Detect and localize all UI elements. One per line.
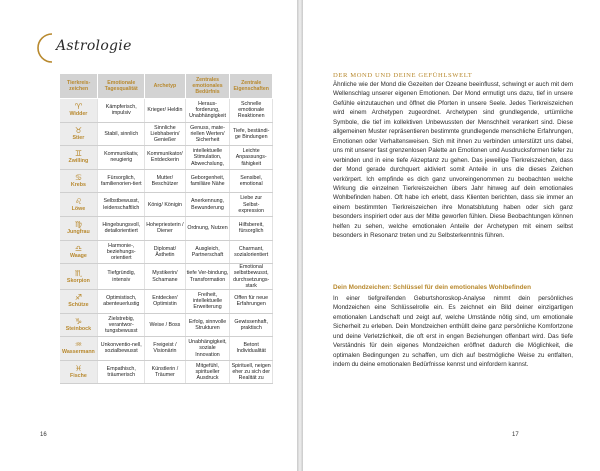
sign-name: Stier — [72, 134, 85, 141]
subheading: Dein Mondzeichen: Schlüssel für dein emotionales Wohlbefinden — [333, 284, 532, 291]
header-sign: Tierkreis-zeichen — [60, 74, 98, 99]
table-row — [60, 122, 273, 146]
zodiac-waage-icon: ♎ — [74, 243, 82, 253]
quality-cell: Kämpferisch, impulsiv — [98, 99, 145, 123]
table-row — [60, 99, 273, 123]
table-row — [60, 313, 273, 337]
sign-name: Zwilling — [68, 158, 89, 165]
archetype-cell: Krieger/ Heldin — [145, 99, 185, 123]
table-row — [60, 146, 273, 170]
sign-cell — [60, 264, 98, 290]
sign-name: Waage — [69, 252, 87, 259]
quality-cell: Stabil, sinnlich — [98, 122, 145, 146]
sign-cell — [60, 99, 98, 123]
header-quality: Emotionale Tagesqualität — [98, 74, 145, 99]
need-cell: Ordnung, Nutzen — [185, 216, 230, 240]
traits-cell: Charmant, sozialorientiert — [230, 240, 273, 264]
table-row — [60, 289, 273, 313]
sign-cell — [60, 337, 98, 361]
need-cell: intellektuelle Stimulation, Abwechslung, — [185, 146, 230, 170]
sign-name: Skorpion — [66, 277, 90, 284]
table-row — [60, 360, 273, 384]
table-row — [60, 216, 273, 240]
quality-cell: Fürsorglich, familienorien-tiert — [98, 169, 145, 193]
page-number-left: 16 — [40, 432, 47, 438]
table-body — [60, 99, 273, 384]
quality-cell: Optimistisch, abenteuerlustig — [98, 289, 145, 313]
header-need: Zentrales emotionales Bedürfnis — [185, 74, 230, 99]
zodiac-steinbock-icon: ♑ — [74, 316, 82, 326]
quality-cell: Kommunikativ, neugierig — [98, 146, 145, 170]
traits-cell: Emotional selbstbewusst, durchsetzungs-stark — [230, 264, 273, 290]
need-cell: tiefe Ver-bindung, Transformation — [185, 264, 230, 290]
zodiac-jungfrau-icon: ♍ — [74, 220, 82, 230]
archetype-cell: Mystikerin/ Schamane — [145, 264, 185, 290]
section-title: Astrologie — [56, 38, 132, 54]
traits-cell: Liebe zur Selbst-expression — [230, 193, 273, 217]
sign-name: Widder — [69, 111, 88, 118]
need-cell: Heraus-forderung, Unabhängigkeit — [185, 99, 230, 123]
sign-cell — [60, 240, 98, 264]
header-archetype: Archetyp — [145, 74, 185, 99]
zodiac-zwilling-icon: ♊ — [74, 149, 82, 159]
sign-cell — [60, 146, 98, 170]
sign-cell — [60, 289, 98, 313]
archetype-cell: Entdecker/ Optimistin — [145, 289, 185, 313]
header-traits: Zentrale Eigenschaften — [230, 74, 273, 99]
astrologie-logo — [36, 32, 132, 62]
zodiac-skorpion-icon: ♏ — [74, 268, 82, 278]
archetype-cell: Freigeist / Visionärin — [145, 337, 185, 361]
chapter-heading: DER MOND UND DEINE GEFÜHLSWELT — [333, 72, 473, 79]
sign-name: Fische — [70, 373, 87, 380]
sign-name: Jungfrau — [67, 229, 90, 236]
zodiac-table — [59, 73, 273, 384]
table-row — [60, 337, 273, 361]
sign-name: Löwe — [71, 205, 86, 212]
sign-cell — [60, 122, 98, 146]
sign-name: Wassermann — [62, 349, 95, 356]
need-cell: Erfolg, sinnvolle Strukturen — [185, 313, 230, 337]
archetype-cell: König/ Königin — [145, 193, 185, 217]
traits-cell: Sensibel, emotional — [230, 169, 273, 193]
quality-cell: Hingebungsvoll, detailorientiert — [98, 216, 145, 240]
traits-cell: Spirituell, neigen eher zu sich der Realität zu — [230, 360, 273, 384]
table-row — [60, 264, 273, 290]
archetype-cell: Weise / Boss — [145, 313, 185, 337]
sign-name: Krebs — [70, 182, 86, 189]
zodiac-wassermann-icon: ♒ — [74, 340, 82, 350]
archetype-cell: Hohepriesterin / Diener — [145, 216, 185, 240]
table-header-row — [60, 74, 273, 99]
quality-cell: Zielstrebig, verantwor-tungsbewusst — [98, 313, 145, 337]
page-number-right: 17 — [512, 432, 519, 438]
sign-cell — [60, 193, 98, 217]
archetype-cell: Sinnliche Liebhaberin/ Genießer — [145, 122, 185, 146]
need-cell: Unabhängigkeit, soziale Innovation — [185, 337, 230, 361]
body-paragraph-2: In einer tiefgreifenden Geburtshoroskop-Analyse nimmt dein persönliches Mondzeichen eine Schlüsselrolle ein. Es zeichnet ein Bild deiner einzigartigen emotionalen Landschaft und zeigt auf, welche Umstände nötig sind, um emotionale Sicherheit zu erleben. Dein Mondzeichen enthüllt deine ganz persönliche Komfortzone und deine Verletzlichkeit, die oft erst in engen Beziehungen offenbart wird. Das tiefe Verständnis für dein eigenes Mondzeichen eröffnet dadurch die Möglichkeit, die optimalen Bedingungen zu schaffen, um dich auf bestmögliche Weise zu entfalten, indem du deine emotionalen Bedürfnisse kennst und einfordern kannst. — [333, 295, 573, 369]
traits-cell: Hilfsbereit, fürsorglich — [230, 216, 273, 240]
quality-cell: Harmonie-, beziehungs-orientiert — [98, 240, 145, 264]
zodiac-schütze-icon: ♐ — [74, 293, 82, 303]
quality-cell: Empathisch, träumerisch — [98, 360, 145, 384]
traits-cell: Leichte Anpassungs-fähigkeit — [230, 146, 273, 170]
quality-cell: Unkonventio-nell, sozialbewusst — [98, 337, 145, 361]
archetype-cell: Mutter/ Beschützer — [145, 169, 185, 193]
archetype-cell: Künstlerin / Träumer — [145, 360, 185, 384]
zodiac-fische-icon: ♓ — [74, 364, 82, 374]
quality-cell: Selbstbewusst, leidenschaftlich — [98, 193, 145, 217]
table-row — [60, 169, 273, 193]
zodiac-krebs-icon: ♋ — [74, 173, 82, 183]
quality-cell: Tiefgründig, intensiv — [98, 264, 145, 290]
traits-cell: Betont Individualität — [230, 337, 273, 361]
need-cell: Geborgenheit, familiäre Nähe — [185, 169, 230, 193]
need-cell: Genuss, mate-riellen Werten/ Sicherheit — [185, 122, 230, 146]
zodiac-löwe-icon: ♌ — [74, 196, 82, 206]
sign-name: Steinbock — [65, 325, 92, 332]
traits-cell: Schnelle emotionale Reaktionen — [230, 99, 273, 123]
left-page — [0, 0, 297, 471]
archetype-cell: Diplomat/ Ästhetin — [145, 240, 185, 264]
body-paragraph-1: Ähnliche wie der Mond die Gezeiten der Ozeane beeinflusst, schwingt er auch mit dem Wellenschlag unserer eigenen Emotionen. Der Mond ermutigt uns dazu, tief in unsere Gefühle einzutauchen und öffnet die Pforten in unsere Seele. Jedes Tierkreiszeichen wird einem Archetypen zugeordnet. Archetypen sind grundlegende, urtümliche Symbole, die tief im kollektiven Unbewussten der Menschheit verankert sind. Diese allgemeinen Muster repräsentieren bestimmte grundlegende menschliche Erfahrungen, Emotionen oder Verhaltensweisen. Sich mit ihnen zu verbinden unterstützt uns dabei, uns mit unserer fast grenzenlosen Palette an Emotionen und Ausdrucksformen tiefer zu verbinden und in eine tiefe Akzeptanz zu gehen. Das jeweilige Tierkreiszeichen, dass der Mond gerade durchquert aktiviert somit Anteile in uns die dieses Zeichen verkörpert. Ich empfinde es dich ganz unvoreingenommen zu beobachten welche Wirkung die einzelnen Tierkreiszeichen übers Jahr hinweg auf dein emotionales Wohlbefinden haben. Oft habe ich erlebt, dass Klienten berichten, dass sie immer an einem bestimmten Tierkreiszeichen ihre Monatsblutung haben oder sich ganz besonders inspiriert oder aus der Mitte geworfen fühlen. Diese Beobachtungen können helfen zu sehen, welche emotionalen Anteile der Archetypen mit einem selbst besonders in Resonanz treten und zu Selbsterkenntnis führen. — [333, 81, 573, 240]
sign-cell — [60, 216, 98, 240]
sign-cell — [60, 313, 98, 337]
table-row — [60, 193, 273, 217]
sign-cell — [60, 169, 98, 193]
zodiac-widder-icon: ♈ — [74, 102, 82, 112]
table-row — [60, 240, 273, 264]
zodiac-stier-icon: ♉ — [74, 125, 82, 135]
traits-cell: Offen für neue Erfahrungen — [230, 289, 273, 313]
traits-cell: Tiefe, beständi-ge Bindungen — [230, 122, 273, 146]
need-cell: Mitgefühl, spiritueller Ausdruck — [185, 360, 230, 384]
need-cell: Ausgleich, Partnerschaft — [185, 240, 230, 264]
sign-name: Schütze — [68, 302, 89, 309]
sign-cell — [60, 360, 98, 384]
need-cell: Anerkennung, Bewunderung — [185, 193, 230, 217]
archetype-cell: Kommunikator/ Entdeckerin — [145, 146, 185, 170]
need-cell: Freiheit, intellektuelle Erweiterung — [185, 289, 230, 313]
traits-cell: Gewissenhaft, praktisch — [230, 313, 273, 337]
